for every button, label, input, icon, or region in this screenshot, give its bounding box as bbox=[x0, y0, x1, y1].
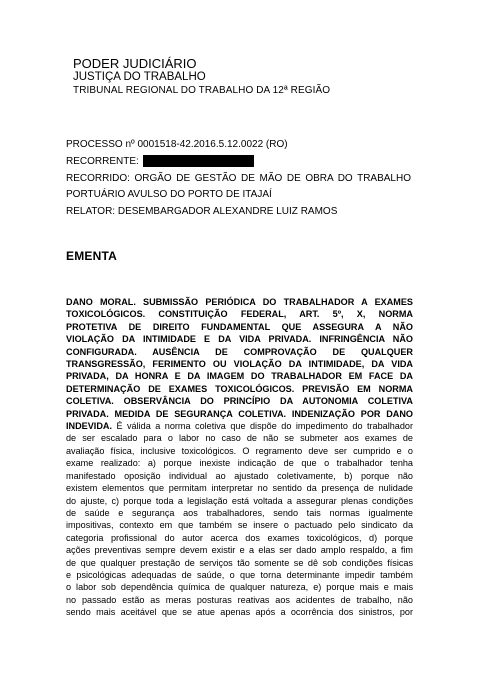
ementa-bold-line: DETERMINAÇÃO DE EXAMES TOXICOLÓGICOS. PREVISÃO EM NORMA bbox=[66, 383, 413, 394]
ementa-text-line: categoria profissional do autor acerca dos exames toxicológicos, d) porque bbox=[66, 532, 413, 543]
ementa-text-line: exame realizado: a) porque inexiste indicação de que o trabalhador tenha bbox=[66, 458, 413, 469]
ementa-text-line: existem elementos que permitam interpretar no sentido da presença de nulidade bbox=[66, 483, 413, 494]
ementa-text-line: sendo mais aceitável que se atue apenas após a ocorrência dos sinistros, por bbox=[66, 607, 413, 618]
ementa-title: EMENTA bbox=[66, 249, 117, 263]
header-justica-do-trabalho: JUSTIÇA DO TRABALHO bbox=[73, 71, 206, 83]
ementa-text-line: de que qualquer prestação de serviços tão somente se dê sob condições físicas bbox=[66, 557, 413, 568]
ementa-text-line: de saúde e segurança aos trabalhadores, sendo tais normas igualmente bbox=[66, 507, 413, 518]
ementa-bold-line: PRIVADA. MEDIDA DE SEGURANÇA COLETIVA. INDENIZAÇÃO POR DANO bbox=[66, 408, 413, 419]
ementa-bold-line: PRIVADA, DA HONRA E DA IMAGEM DO TRABALHADOR EM FACE DA bbox=[66, 371, 413, 382]
recorrido-line-1: RECORRIDO: ORGÃO DE GESTÃO DE MÃO DE OBRA DO TRABALHO bbox=[66, 173, 411, 184]
ementa-text-line: do ajuste, c) porque toda a legislação está voltada a assegurar plenas condições bbox=[66, 495, 413, 506]
recorrido-line-2: PORTUÁRIO AVULSO DO PORTO DE ITAJAÍ bbox=[66, 189, 272, 200]
ementa-body bbox=[66, 296, 413, 619]
ementa-text-line: ações preventivas sempre devem existir e a elas ser dado amplo respaldo, a fim bbox=[66, 545, 413, 556]
ementa-text-line: impositivas, contexto em que também se insere o pactuado pelo sindicato da bbox=[66, 520, 413, 531]
ementa-text-line: o labor sob dependência química de qualquer natureza, e) porque mais e mais bbox=[66, 582, 413, 593]
relator-line: RELATOR: DESEMBARGADOR ALEXANDRE LUIZ RAMOS bbox=[66, 206, 338, 217]
ementa-text-line: no passado estão as meras posturas reativas aos acidentes de trabalho, não bbox=[66, 594, 413, 605]
ementa-bold-line: TRANSGRESSÃO, FERIMENTO OU VIOLAÇÃO DA INTIMIDADE, DA VIDA bbox=[66, 359, 413, 370]
redaction-bar bbox=[143, 155, 254, 167]
header-tribunal: TRIBUNAL REGIONAL DO TRABALHO DA 12ª REGIÃO bbox=[73, 85, 331, 96]
ementa-text-line: de ser escalado para o labor no caso de não se submeter aos exames de bbox=[66, 433, 413, 444]
ementa-bold-line: PROTETIVA DE DIREITO FUNDAMENTAL QUE ASSEGURA A NÃO bbox=[66, 321, 413, 332]
ementa-text-line: e psicológicas adequadas de saúde, o que torna determinante impedir também bbox=[66, 569, 413, 580]
ementa-mixed-line bbox=[66, 420, 413, 432]
ementa-text-line: avaliação física, inclusive toxicológicos. O regramento deve ser cumprido e o bbox=[66, 445, 413, 456]
processo-number: PROCESSO nº 0001518-42.2016.5.12.0022 (RO) bbox=[66, 139, 288, 150]
ementa-text-line: manifestado oposição individual ao ajustado coletivamente, b) porque não bbox=[66, 470, 413, 481]
ementa-bold-line: DANO MORAL. SUBMISSÃO PERIÓDICA DO TRABALHADOR A EXAMES bbox=[66, 297, 413, 307]
recorrente-label: RECORRENTE: bbox=[66, 156, 139, 167]
ementa-bold-line: TOXICOLÓGICOS. CONSTITUIÇÃO FEDERAL, ART. 5º, X, NORMA bbox=[66, 309, 413, 320]
ementa-bold-line: VIOLAÇÃO DA INTIMIDADE E DA VIDA PRIVADA. INFRINGÊNCIA NÃO bbox=[66, 334, 413, 345]
ementa-mixed-bold: INDEVIDA. bbox=[66, 421, 112, 432]
ementa-bold-line: COLETIVA. OBSERVÂNCIA DO PRINCÍPIO DA AUTONOMIA COLETIVA bbox=[66, 396, 413, 407]
ementa-mixed-rest: É válida a norma coletiva que dispõe do impedimento do trabalhador bbox=[111, 421, 413, 432]
ementa-bold-line: CONFIGURADA. AUSÊNCIA DE COMPROVAÇÃO DE QUALQUER bbox=[66, 346, 413, 357]
header-poder-judiciario: PODER JUDICIÁRIO bbox=[73, 56, 197, 71]
